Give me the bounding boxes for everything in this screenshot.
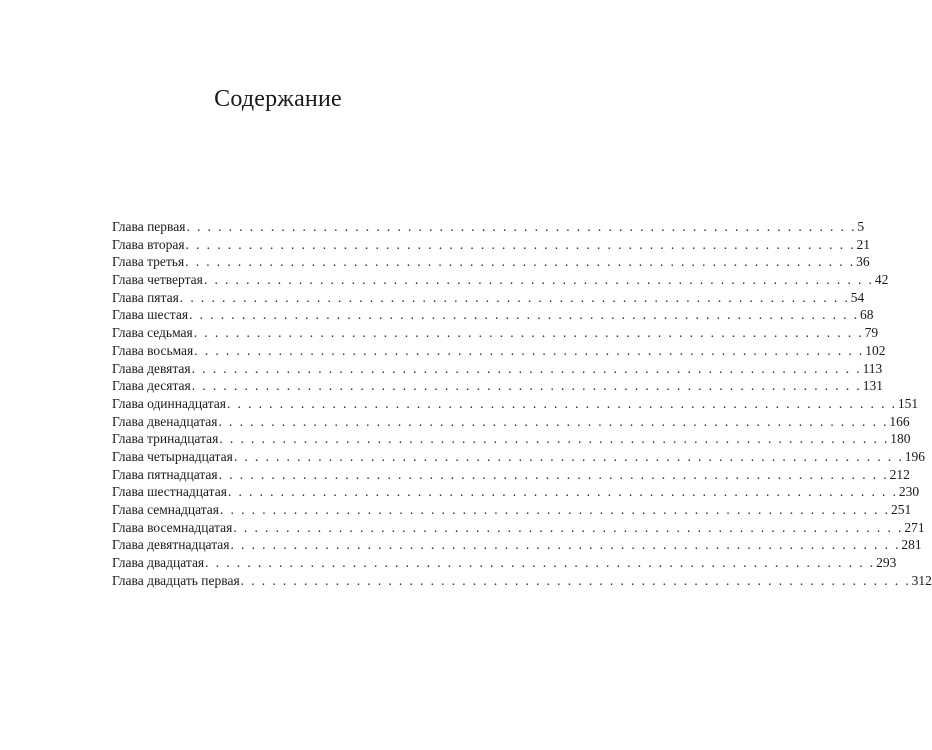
toc-dot-leader: . . . . . . . . . . . . . . . . . . . . . . . . . . . . . . . . . . . . . . . . . . . . . . . . . . . . . . . . . . . . . . . .: [230, 537, 901, 553]
toc-dot-leader: . . . . . . . . . . . . . . . . . . . . . . . . . . . . . . . . . . . . . . . . . . . . . . . . . . . . . . . . . . . . . . . .: [240, 572, 911, 588]
toc-chapter-title: Глава пятая: [112, 289, 179, 305]
toc-page-number: 281: [901, 537, 922, 553]
toc-page-number: 36: [856, 254, 870, 270]
toc-chapter-title: Глава пятнадцатая: [112, 466, 218, 482]
toc-page-number: 166: [889, 413, 910, 429]
toc-chapter-title: Глава шестая: [112, 307, 189, 323]
toc-chapter-title: Глава двенадцатая: [112, 413, 218, 429]
toc-page-number: 251: [890, 502, 912, 517]
toc-page-number: 131: [862, 378, 883, 394]
toc-entry[interactable]: [112, 413, 910, 431]
toc-page-number: 5: [857, 219, 865, 234]
toc-entry[interactable]: [112, 448, 925, 466]
toc-chapter-title: Глава седьмая: [112, 325, 193, 341]
toc-page-number: 230: [898, 484, 920, 500]
toc-dot-leader: . . . . . . . . . . . . . . . . . . . . . . . . . . . . . . . . . . . . . . . . . . . . . . . . . . . . . . . . . . . . . . . .: [186, 219, 857, 234]
toc-chapter-title: Глава вторая: [112, 236, 185, 252]
toc-page-number: 54: [850, 289, 865, 305]
toc-entry[interactable]: [112, 554, 897, 572]
toc-page-number: 293: [876, 555, 897, 571]
toc-page-number: 196: [904, 448, 925, 464]
toc-entry[interactable]: [112, 342, 886, 360]
toc-entry[interactable]: [112, 236, 870, 254]
toc-entry[interactable]: [112, 430, 911, 448]
toc-dot-leader: . . . . . . . . . . . . . . . . . . . . . . . . . . . . . . . . . . . . . . . . . . . . . . . . . . . . . . . . . . . . . . . .: [220, 502, 890, 517]
toc-dot-leader: . . . . . . . . . . . . . . . . . . . . . . . . . . . . . . . . . . . . . . . . . . . . . . . . . . . . . . . . . . . . . . . .: [219, 431, 890, 447]
toc-page-number: 21: [856, 236, 870, 252]
toc-dot-leader: . . . . . . . . . . . . . . . . . . . . . . . . . . . . . . . . . . . . . . . . . . . . . . . . . . . . . . . . . . . . . . . .: [185, 236, 856, 252]
toc-page-number: 312: [911, 572, 932, 588]
toc-dot-leader: . . . . . . . . . . . . . . . . . . . . . . . . . . . . . . . . . . . . . . . . . . . . . . . . . . . . . . . . . . . . . . . .: [203, 272, 874, 288]
toc-chapter-title: Глава четырнадцатая: [112, 448, 233, 464]
toc-dot-leader: . . . . . . . . . . . . . . . . . . . . . . . . . . . . . . . . . . . . . . . . . . . . . . . . . . . . . . . . . . . . . . . .: [185, 254, 856, 270]
toc-dot-leader: . . . . . . . . . . . . . . . . . . . . . . . . . . . . . . . . . . . . . . . . . . . . . . . . . . . . . . . . . . . . . . . .: [226, 395, 897, 411]
toc-page-number: 42: [874, 272, 889, 288]
toc-page-number: 271: [904, 519, 925, 535]
toc-chapter-title: Глава семнадцатая: [112, 502, 219, 517]
toc-dot-leader: . . . . . . . . . . . . . . . . . . . . . . . . . . . . . . . . . . . . . . . . . . . . . . . . . . . . . . . . . . . . . . . .: [233, 448, 904, 464]
toc-chapter-title: Глава девятая: [112, 360, 191, 376]
toc-dot-leader: . . . . . . . . . . . . . . . . . . . . . . . . . . . . . . . . . . . . . . . . . . . . . . . . . . . . . . . . . . . . . . . .: [218, 466, 889, 482]
toc-entry[interactable]: [112, 360, 883, 378]
toc-page-number: 79: [864, 325, 879, 341]
toc-chapter-title: Глава десятая: [112, 378, 191, 394]
toc-entry[interactable]: [112, 324, 879, 342]
toc-page-number: 180: [890, 431, 911, 447]
toc-entry[interactable]: [112, 218, 865, 236]
toc-chapter-title: Глава двадцатая: [112, 555, 205, 571]
toc-entry[interactable]: [112, 271, 889, 289]
toc-dot-leader: . . . . . . . . . . . . . . . . . . . . . . . . . . . . . . . . . . . . . . . . . . . . . . . . . . . . . . . . . . . . . . . .: [191, 360, 862, 376]
toc-chapter-title: Глава одиннадцатая: [112, 395, 226, 411]
toc-page-number: 113: [862, 360, 883, 376]
toc-dot-leader: . . . . . . . . . . . . . . . . . . . . . . . . . . . . . . . . . . . . . . . . . . . . . . . . . . . . . . . . . . . . . . . .: [191, 378, 862, 394]
toc-page-number: 151: [897, 395, 919, 411]
toc-dot-leader: . . . . . . . . . . . . . . . . . . . . . . . . . . . . . . . . . . . . . . . . . . . . . . . . . . . . . . . . . . . . . . . .: [194, 342, 865, 358]
page-title: Содержание: [214, 86, 342, 112]
table-of-contents: [112, 218, 932, 589]
toc-entry[interactable]: [112, 306, 874, 324]
toc-chapter-title: Глава двадцать первая: [112, 572, 240, 588]
toc-dot-leader: . . . . . . . . . . . . . . . . . . . . . . . . . . . . . . . . . . . . . . . . . . . . . . . . . . . . . . . . . . . . . . . .: [193, 325, 864, 341]
toc-dot-leader: . . . . . . . . . . . . . . . . . . . . . . . . . . . . . . . . . . . . . . . . . . . . . . . . . . . . . . . . . . . . . . . .: [205, 555, 876, 571]
toc-entry[interactable]: [112, 519, 925, 537]
toc-dot-leader: . . . . . . . . . . . . . . . . . . . . . . . . . . . . . . . . . . . . . . . . . . . . . . . . . . . . . . . . . . . . . . . .: [218, 413, 889, 429]
toc-chapter-title: Глава восемнадцатая: [112, 519, 233, 535]
toc-dot-leader: . . . . . . . . . . . . . . . . . . . . . . . . . . . . . . . . . . . . . . . . . . . . . . . . . . . . . . . . . . . . . . . .: [179, 289, 850, 305]
toc-chapter-title: Глава шестнадцатая: [112, 484, 227, 500]
toc-entry[interactable]: [112, 483, 920, 501]
toc-page-number: 212: [889, 466, 910, 482]
toc-dot-leader: . . . . . . . . . . . . . . . . . . . . . . . . . . . . . . . . . . . . . . . . . . . . . . . . . . . . . . . . . . . . . . . .: [233, 519, 904, 535]
toc-entry[interactable]: [112, 377, 883, 395]
toc-chapter-title: Глава восьмая: [112, 342, 194, 358]
toc-entry[interactable]: [112, 572, 932, 590]
toc-entry[interactable]: [112, 395, 919, 413]
toc-page-number: 102: [865, 342, 886, 358]
toc-entry[interactable]: [112, 536, 922, 554]
toc-chapter-title: Глава четвертая: [112, 272, 203, 288]
toc-chapter-title: Глава первая: [112, 219, 186, 234]
toc-entry[interactable]: [112, 253, 870, 271]
toc-chapter-title: Глава тринадцатая: [112, 431, 219, 447]
toc-entry[interactable]: [112, 289, 865, 307]
toc-chapter-title: Глава третья: [112, 254, 185, 270]
toc-chapter-title: Глава девятнадцатая: [112, 537, 230, 553]
toc-dot-leader: . . . . . . . . . . . . . . . . . . . . . . . . . . . . . . . . . . . . . . . . . . . . . . . . . . . . . . . . . . . . . . . .: [227, 484, 898, 500]
toc-page-number: 68: [860, 307, 874, 323]
toc-entry[interactable]: [112, 466, 910, 484]
toc-dot-leader: . . . . . . . . . . . . . . . . . . . . . . . . . . . . . . . . . . . . . . . . . . . . . . . . . . . . . . . . . . . . . . . .: [189, 307, 860, 323]
toc-entry[interactable]: [112, 501, 912, 519]
